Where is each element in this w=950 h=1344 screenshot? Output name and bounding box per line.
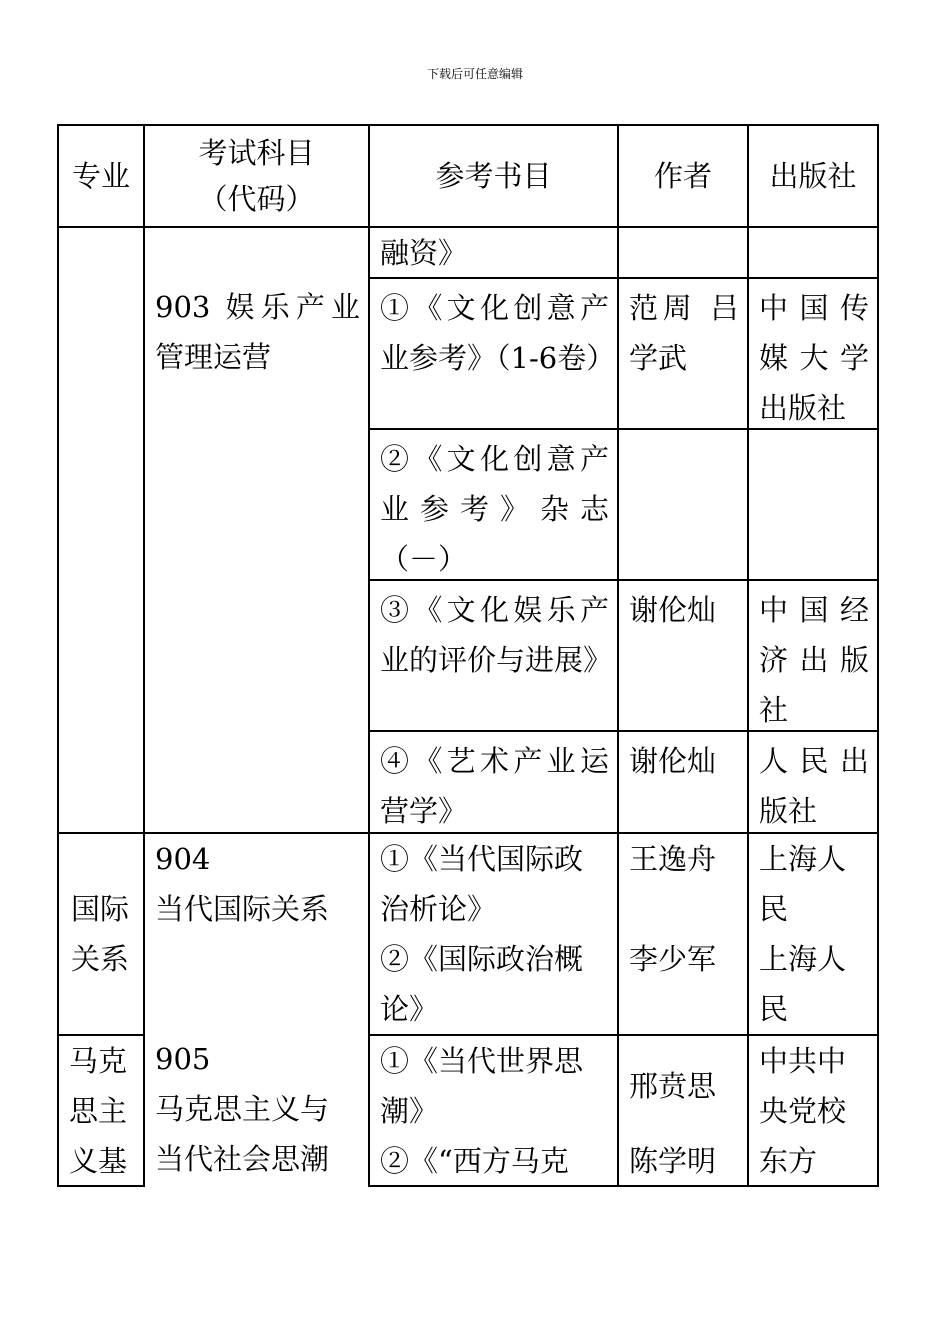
- major-cell-continued: [57, 226, 145, 832]
- subject-905: [145, 1034, 370, 1187]
- publishers-904-2: 上海人民: [759, 942, 847, 1026]
- books-904-2: ②《国际政治概论》: [380, 942, 584, 1026]
- book-903-1: [370, 277, 619, 428]
- subject-903-text: 903 娱乐产业管理运营: [155, 290, 360, 374]
- header-subject-line2: （代码）: [198, 182, 315, 216]
- book-903-2-text: ②《文化创意产业参考》杂志（－）: [380, 442, 609, 576]
- major-905: [57, 1034, 145, 1187]
- reference-books-table: [57, 124, 879, 1187]
- books-904-1: ①《当代国际政治析论》: [380, 842, 584, 926]
- publisher-903-2: [749, 428, 879, 579]
- author-903-3: [619, 579, 749, 730]
- authors-904-1: 王逸舟: [629, 842, 717, 876]
- header-books-text: 参考书目: [435, 159, 552, 193]
- books-904: [370, 832, 619, 1034]
- subject-904: [145, 832, 370, 1034]
- book-903-4-text: ④《艺术产业运营学》: [380, 744, 609, 828]
- header-books: [370, 124, 619, 226]
- publisher-903-3-text: 中国经济出版社: [759, 593, 869, 727]
- book-cont: [370, 226, 619, 277]
- author-cont: [619, 226, 749, 277]
- header-author-text: 作者: [653, 159, 712, 193]
- books-905-1: ①《当代世界思潮》: [380, 1044, 584, 1128]
- author-903-1: [619, 277, 749, 428]
- header-subject: [145, 124, 370, 226]
- books-905-2: ②《“西方马克: [380, 1144, 569, 1178]
- header-author: [619, 124, 749, 226]
- publisher-cont: [749, 226, 879, 277]
- subject-904-name: 当代国际关系: [155, 892, 330, 926]
- publishers-905: [749, 1034, 879, 1187]
- subject-905-code: 905: [155, 1042, 211, 1076]
- major-904: [57, 832, 145, 1034]
- author-903-3-text: 谢伦灿: [629, 593, 717, 627]
- book-903-3: [370, 579, 619, 730]
- header-major-text: 专业: [71, 159, 130, 193]
- publishers-905-2: 东方: [759, 1144, 818, 1178]
- major-904-text: 国际关系: [71, 892, 130, 976]
- authors-904: [619, 832, 749, 1034]
- book-903-4: [370, 730, 619, 832]
- book-cont-text: 融资》: [380, 236, 468, 270]
- header-publisher-text: 出版社: [769, 159, 857, 193]
- subject-905-line1: 马克思主义与: [155, 1092, 330, 1126]
- header-subject-line1: 考试科目: [198, 136, 315, 170]
- book-903-3-text: ③《文化娱乐产业的评价与进展》: [380, 593, 613, 677]
- header-note: 下载后可任意编辑: [426, 67, 523, 81]
- author-903-4: [619, 730, 749, 832]
- book-903-2: [370, 428, 619, 579]
- authors-904-2: 李少军: [629, 942, 717, 976]
- authors-905: [619, 1034, 749, 1187]
- publisher-903-1: [749, 277, 879, 428]
- books-905: [370, 1034, 619, 1187]
- authors-905-1: 邢贲思: [629, 1069, 717, 1103]
- subject-905-line2: 当代社会思潮: [155, 1142, 330, 1176]
- author-903-4-text: 谢伦灿: [629, 744, 717, 778]
- book-903-1-text: ①《文化创意产业参考》（1-6卷）: [380, 291, 616, 375]
- publishers-904-1: 上海人民: [759, 842, 847, 926]
- publisher-903-4: [749, 730, 879, 832]
- publishers-905-1: 中共中央党校: [759, 1044, 847, 1128]
- authors-905-2: 陈学明: [629, 1144, 717, 1178]
- header-publisher: [749, 124, 879, 226]
- header-major: [57, 124, 145, 226]
- publisher-903-4-text: 人民出版社: [759, 744, 869, 828]
- publisher-903-3: [749, 579, 879, 730]
- publisher-903-1-text: 中国传媒大学出版社: [759, 291, 869, 425]
- author-903-2: [619, 428, 749, 579]
- author-903-1-text: 范周 吕学武: [629, 291, 739, 375]
- major-905-text: 马克思主义基: [69, 1044, 128, 1178]
- subject-903: [145, 226, 370, 832]
- publishers-904: [749, 832, 879, 1034]
- subject-904-code: 904: [155, 842, 211, 876]
